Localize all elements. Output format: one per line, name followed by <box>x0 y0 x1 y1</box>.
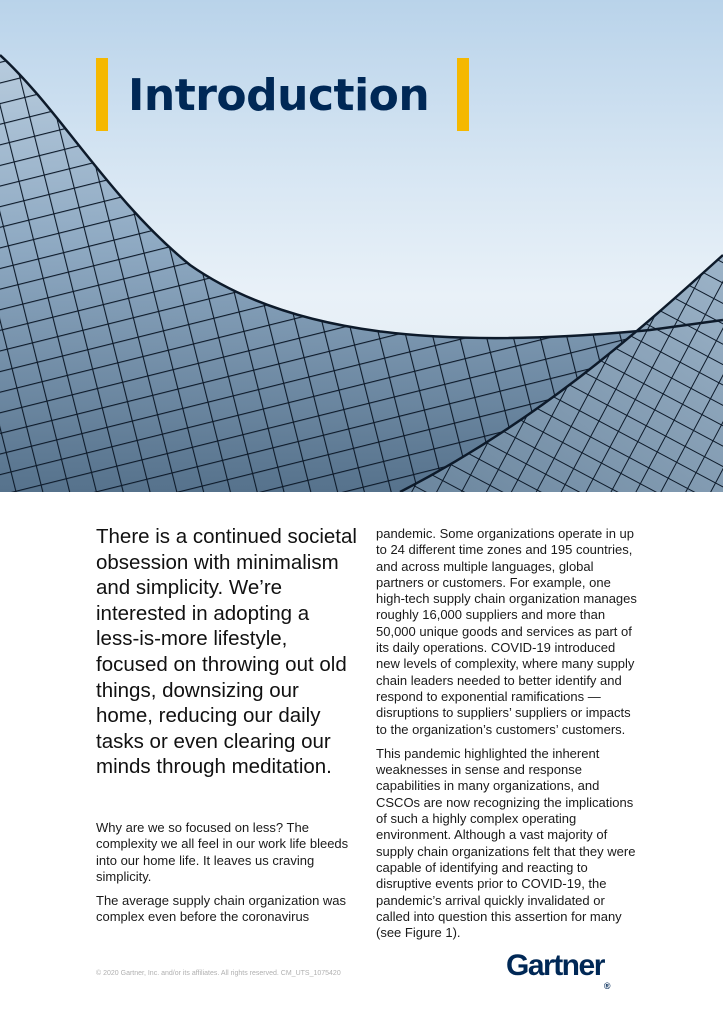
gartner-logo <box>506 948 611 991</box>
body-paragraph: This pandemic highlighted the inherent weaknesses in sense and response capabilities in many organizations, and CSCOs are now recognizing the implications of such a highly complex operating environment. Although a vast majority of supply chain organizations felt that they were capable of identifying and reacting to disruptive events prior to COVID-19, the pandemic’s arrival quickly invalidated or called into question this assertion for many (see Figure 1). <box>376 745 636 941</box>
title-bracket-left <box>96 58 108 131</box>
registered-mark: ® <box>603 981 611 991</box>
left-column <box>96 524 358 934</box>
page-title: Introduction <box>128 70 430 121</box>
hero-image <box>0 0 723 492</box>
body-paragraph: Why are we so focused on less? The complexity we all feel in our work life bleeds into our home life. It leaves us craving simplicity. <box>96 819 349 884</box>
logo-text: Gartner <box>506 949 604 982</box>
copyright-notice: © 2020 Gartner, Inc. and/or its affiliates. All rights reserved. CM_UTS_1075420 <box>96 970 341 977</box>
body-paragraph: The average supply chain organization was complex even before the coronavirus <box>96 893 347 925</box>
title-bracket-right <box>457 58 469 131</box>
lead-paragraph: There is a continued societal obsession with minimalism and simplicity. We’re interested in adopting a less-is-more lifestyle, focused on throwing out old things, downsizing our home, reducing our daily tasks or even clearing our minds through meditation. <box>96 525 357 779</box>
right-column <box>376 526 638 949</box>
body-paragraph: pandemic. Some organizations operate in up to 24 different time zones and 195 countries, and across multiple languages, global partners or customers. For example, one high-tech supply chain organization manages roughly 16,000 suppliers and more than 50,000 unique goods and services as part of its daily operations. COVID-19 introduced new levels of complexity, where many supply chain leaders needed to better identify and respond to exponential ramifications — disruptions to suppliers’ suppliers or impacts to the organization’s customers’ customers. <box>376 526 637 737</box>
